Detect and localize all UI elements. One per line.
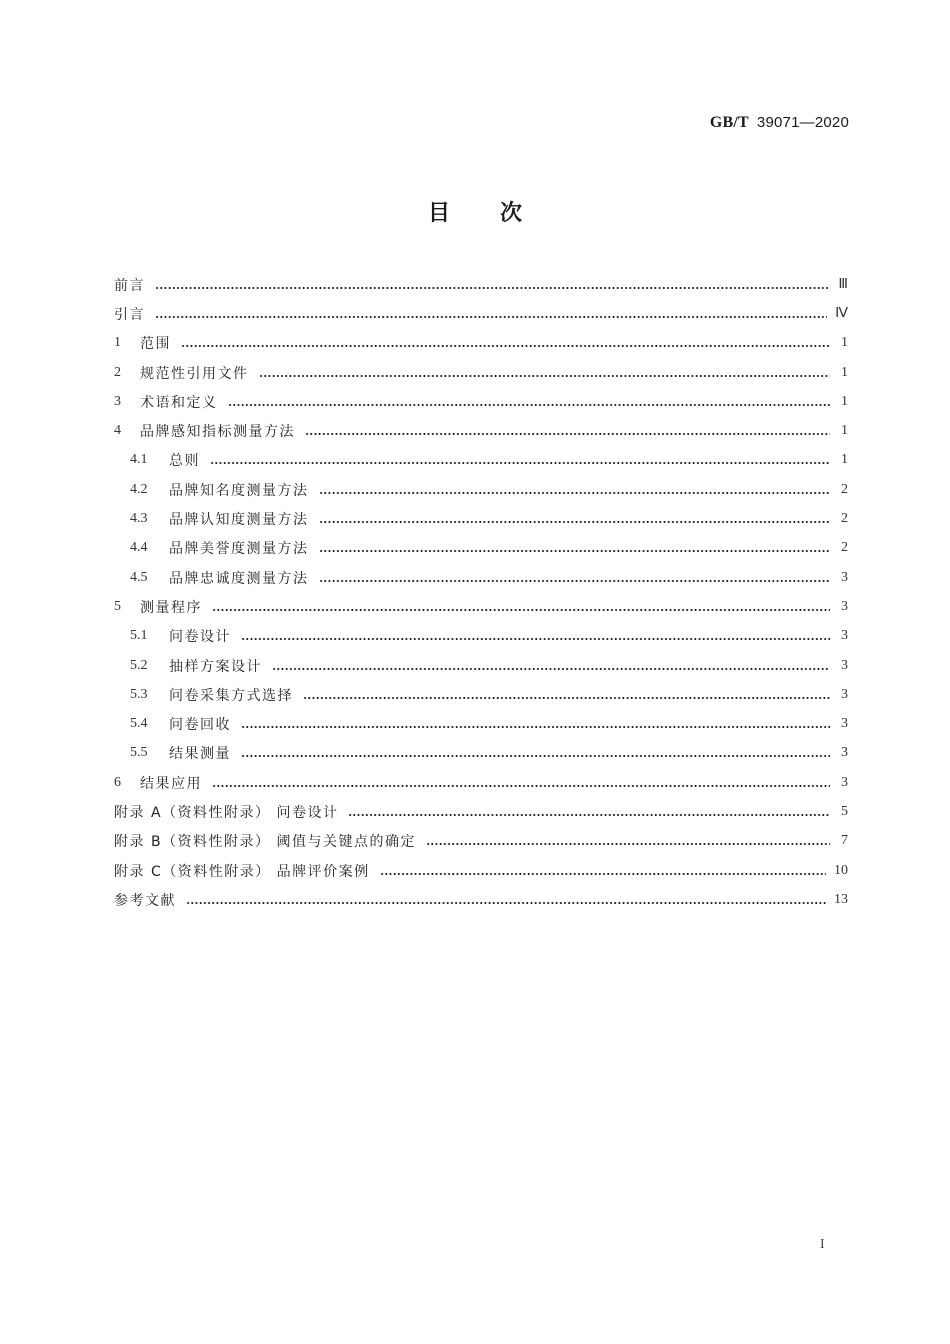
- toc-entry-page: 3: [841, 628, 848, 644]
- toc-entry-number: 5.4: [130, 716, 148, 732]
- toc-entry-number: 5: [114, 598, 121, 614]
- toc-entry-label: 术语和定义: [140, 394, 218, 411]
- toc-entry-5-3[interactable]: [114, 680, 848, 709]
- dot-leader: [212, 785, 830, 787]
- toc-entry-number: 5.3: [130, 686, 148, 702]
- toc-entry-4-4[interactable]: [114, 534, 848, 563]
- dot-leader: [303, 697, 830, 699]
- page-number: I: [820, 1237, 825, 1252]
- toc-entry-number: 4.3: [130, 511, 148, 527]
- toc-entry-label: 总则: [169, 453, 200, 470]
- dot-leader: [319, 550, 831, 552]
- toc-entry-5-1[interactable]: [114, 622, 848, 651]
- toc-entry-annex-a[interactable]: [114, 797, 848, 826]
- toc-entry-bibliography[interactable]: [114, 885, 848, 914]
- standard-number: 39071—2020: [756, 114, 849, 131]
- toc-entry-page: 5: [841, 803, 848, 819]
- toc-entry-label: 引言: [114, 306, 145, 323]
- dot-leader: [241, 638, 830, 640]
- toc-entry-4-5[interactable]: [114, 563, 848, 592]
- toc-entry-1[interactable]: [114, 329, 848, 358]
- toc-entry-label: 问卷采集方式选择: [169, 687, 293, 704]
- toc-entry-number: 6: [114, 774, 121, 790]
- toc-entry-number: 3: [114, 393, 121, 409]
- dot-leader: [181, 345, 830, 347]
- title-char-1: 目: [427, 201, 450, 226]
- toc-entry-5-4[interactable]: [114, 709, 848, 738]
- toc-entry-4-3[interactable]: [114, 504, 848, 533]
- toc-entry-6[interactable]: [114, 768, 848, 797]
- toc-entry-introduction[interactable]: [114, 299, 848, 328]
- toc-entry-page: 7: [841, 833, 848, 849]
- toc-entry-label: 抽样方案设计: [169, 658, 262, 675]
- dot-leader: [155, 316, 827, 318]
- toc-entry-5-2[interactable]: [114, 651, 848, 680]
- toc-entry-label: 品牌知名度测量方法: [169, 482, 309, 499]
- toc-entry-number: 1: [114, 335, 121, 351]
- toc-entry-label: 问卷设计: [169, 629, 231, 646]
- dot-leader: [426, 843, 830, 845]
- toc-entry-label: 规范性引用文件: [140, 365, 249, 382]
- toc-entry-label: 参考文献: [114, 892, 176, 909]
- toc-entry-page: 3: [841, 598, 848, 614]
- toc-entry-label: 结果测量: [169, 746, 231, 763]
- toc-entry-page: 13: [834, 891, 848, 907]
- toc-entry-label: 前言: [114, 277, 145, 294]
- toc-entry-5-5[interactable]: [114, 739, 848, 768]
- toc-entry-number: 4.2: [130, 481, 148, 497]
- toc-entry-page: Ⅲ: [838, 277, 848, 293]
- toc-entry-4-2[interactable]: [114, 475, 848, 504]
- title-char-2: 次: [500, 201, 523, 226]
- toc-entry-page: 3: [841, 774, 848, 790]
- toc-entry-4-1[interactable]: [114, 446, 848, 475]
- toc-entry-2[interactable]: [114, 358, 848, 387]
- toc-entry-number: 5.5: [130, 745, 148, 761]
- toc-entry-number: 2: [114, 364, 121, 380]
- toc-entry-page: 3: [841, 745, 848, 761]
- toc-entry-3[interactable]: [114, 387, 848, 416]
- toc-entry-page: 1: [841, 335, 848, 351]
- dot-leader: [348, 814, 830, 816]
- dot-leader: [319, 521, 831, 523]
- toc-entry-page: 3: [841, 686, 848, 702]
- toc-entry-number: 5.1: [130, 628, 148, 644]
- toc-entry-page: 1: [841, 452, 848, 468]
- toc-entry-annex-c[interactable]: [114, 856, 848, 885]
- dot-leader: [319, 580, 831, 582]
- toc-entry-number: 4.5: [130, 569, 148, 585]
- dot-leader: [241, 755, 830, 757]
- toc-entry-4[interactable]: [114, 416, 848, 445]
- dot-leader: [212, 609, 830, 611]
- toc-entry-label: 附录 C（资料性附录） 品牌评价案例: [114, 863, 370, 880]
- dot-leader: [241, 726, 830, 728]
- dot-leader: [319, 492, 831, 494]
- toc-entry-page: 2: [841, 511, 848, 527]
- dot-leader: [259, 375, 831, 377]
- toc-entry-page: 1: [841, 423, 848, 439]
- standard-code: [710, 113, 849, 132]
- toc-entry-label: 品牌认知度测量方法: [169, 512, 309, 529]
- toc-entry-label: 范围: [140, 336, 171, 353]
- dot-leader: [186, 902, 826, 904]
- dot-leader: [210, 462, 830, 464]
- toc-entry-page: 2: [841, 540, 848, 556]
- toc-entry-label: 品牌感知指标测量方法: [140, 424, 295, 441]
- toc-entry-number: 4.4: [130, 540, 148, 556]
- toc-entry-label: 品牌忠诚度测量方法: [169, 570, 309, 587]
- toc-entry-page: 1: [841, 393, 848, 409]
- toc-entry-number: 4: [114, 423, 121, 439]
- toc-entry-label: 测量程序: [140, 599, 202, 616]
- toc-entry-page: Ⅳ: [835, 306, 848, 322]
- toc-entry-foreword[interactable]: [114, 270, 848, 299]
- toc-entry-number: 5.2: [130, 657, 148, 673]
- toc-entry-page: 3: [841, 716, 848, 732]
- dot-leader: [380, 873, 826, 875]
- toc-entry-page: 1: [841, 364, 848, 380]
- dot-leader: [305, 433, 830, 435]
- toc-entry-label: 问卷回收: [169, 717, 231, 734]
- toc-entry-label: 附录 B（资料性附录） 阈值与关键点的确定: [114, 834, 417, 851]
- toc-entry-page: 3: [841, 569, 848, 585]
- toc-entry-label: 结果应用: [140, 775, 202, 792]
- dot-leader: [228, 404, 831, 406]
- page-title: [0, 196, 950, 227]
- toc-entry-page: 10: [834, 862, 848, 878]
- standard-prefix: GB/T: [709, 114, 749, 131]
- dot-leader: [272, 668, 830, 670]
- toc-entry-annex-b[interactable]: [114, 827, 848, 856]
- dot-leader: [155, 287, 830, 289]
- toc-entry-page: 2: [841, 481, 848, 497]
- toc-entry-number: 4.1: [130, 452, 148, 468]
- toc-entry-label: 附录 A（资料性附录） 问卷设计: [114, 804, 339, 821]
- toc-entry-label: 品牌美誉度测量方法: [169, 541, 309, 558]
- toc-entry-5[interactable]: [114, 592, 848, 621]
- toc-entry-page: 3: [841, 657, 848, 673]
- table-of-contents: [114, 270, 848, 915]
